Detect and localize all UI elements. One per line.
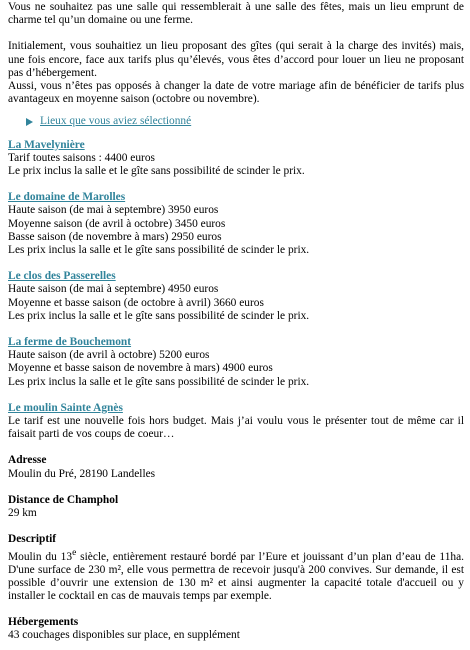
distance-value: 29 km — [8, 507, 37, 520]
lodging-label: Hébergements — [8, 616, 79, 629]
description-label: Descriptif — [8, 533, 57, 546]
spacer — [8, 441, 464, 454]
intro-paragraph-3: Aussi, vous n’êtes pas opposés à changer la date de votre mariage afin de bénéficier de tarifs plus avantageux en moyenne saison (octobre ou novembre). — [8, 80, 464, 106]
venue-line: Les prix inclus la salle et le gîte sans possibilité de scinder le prix. — [8, 375, 310, 388]
distance-label: Distance de Champhol — [8, 493, 119, 506]
spacer — [8, 481, 464, 494]
address-label: Adresse — [8, 454, 47, 467]
intro-paragraph-1: Vous ne souhaitez pas une salle qui ressemblerait à une salle des fêtes, mais un lieu emprunt de charme tel qu’un domaine ou une ferme. — [8, 1, 464, 27]
venue-line: Haute saison (de mai à septembre) 4950 euros — [8, 283, 219, 296]
venue-line: Moyenne saison (de avril à octobre) 3450 euros — [8, 217, 226, 230]
century-superscript: e — [72, 547, 77, 558]
venue-line: Tarif toutes saisons : 4400 euros — [8, 151, 155, 164]
venue-line: Les prix inclus la salle et le gîte sans possibilité de scinder le prix. — [8, 309, 310, 322]
moulin-note: Le tarif est une nouvelle fois hors budget. Mais j’ai voulu vous le présenter tout de même car il faisait parti de vos coups de coeur… — [8, 415, 464, 441]
description-text-part: Moulin du 13 — [8, 550, 73, 563]
venue-line: Le prix inclus la salle et le gîte sans possibilité de scinder le prix. — [8, 165, 305, 178]
spacer — [8, 603, 464, 616]
venue-title: Le clos des Passerelles — [8, 270, 116, 283]
venue-line: Basse saison (de novembre à mars) 2950 euros — [8, 230, 222, 243]
moulin-title: Le moulin Sainte Agnès — [8, 401, 123, 414]
venue-block — [8, 270, 464, 323]
venue-title: La Mavelynière — [8, 138, 85, 151]
spacer — [8, 520, 464, 533]
venue-line: Moyenne et basse saison de novembre à mars) 4900 euros — [8, 362, 273, 375]
venue-title: Le domaine de Marolles — [8, 191, 126, 204]
venue-block — [8, 191, 464, 257]
intro-paragraph-2: Initialement, vous souhaitiez un lieu proposant des gîtes (qui serait à la charge des invités) mais, une fois encore, face aux tarifs plus qu’élevés, vous êtes d’accord pour louer un lieu ne proposant pas d’hébergement. — [8, 40, 464, 79]
section-heading-text: Lieux que vous aviez sélectionné — [40, 115, 192, 128]
spacer — [8, 27, 464, 40]
description-text — [8, 547, 464, 604]
venue-block — [8, 336, 464, 389]
venue-line: Les prix inclus la salle et le gîte sans possibilité de scinder le prix. — [8, 244, 310, 257]
venue-line: Haute saison (de mai à septembre) 3950 euros — [8, 204, 219, 217]
venue-title: La ferme de Bouchemont — [8, 336, 132, 349]
venue-line: Haute saison (de avril à octobre) 5200 euros — [8, 349, 210, 362]
section-heading — [26, 115, 464, 128]
arrow-bullet-icon — [26, 118, 33, 126]
venue-line: Moyenne et basse saison (de octobre à avril) 3660 euros — [8, 296, 264, 309]
address-value: Moulin du Pré, 28190 Landelles — [8, 467, 156, 480]
lodging-value: 43 couchages disponibles sur place, en supplément — [8, 629, 240, 642]
venue-block — [8, 139, 464, 179]
description-text-part: siècle, entièrement restauré bordé par l’Eure et jouissant d’un plan d’eau de 11ha. D'une surface de 230 m², elle vous permettra de recevoir jusqu'à 200 convives. Sur demande, il est possible d’ouvrir une extension de 130 m² et ainsi augmenter la capacité totale d'accueil ou y installer le cocktail en cas de mauvais temps par exemple. — [8, 550, 464, 602]
